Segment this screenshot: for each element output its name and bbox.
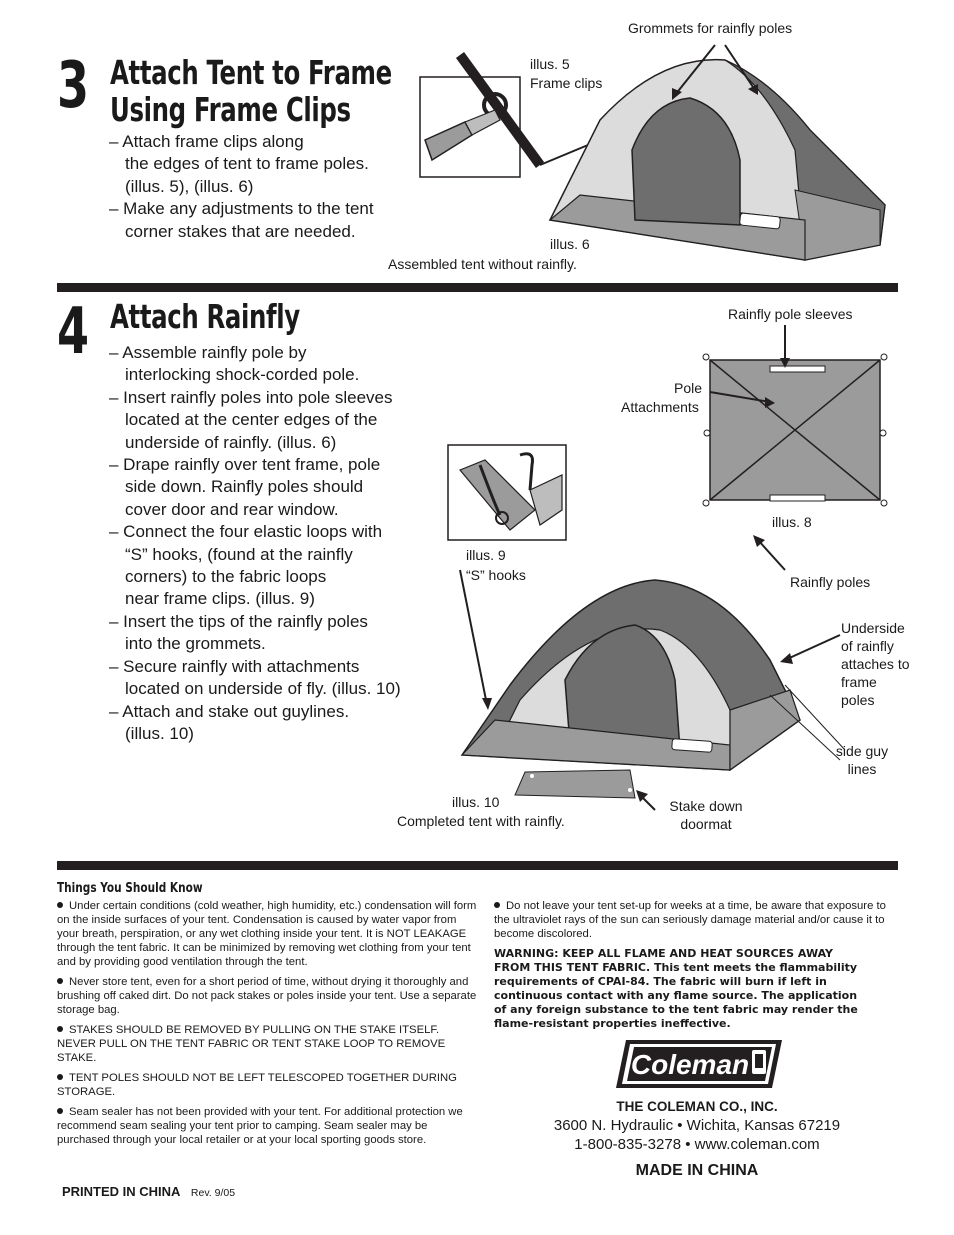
tip-text: Never store tent, even for a short period of time, without drying it thoroughly and brushing off caked dirt. Do not pack stakes or poles inside your tent. Use a separate storage bag. — [57, 976, 477, 1016]
caption-assembled-tent: Assembled tent without rainfly. — [388, 256, 577, 272]
step-number-4: 4 — [57, 295, 88, 369]
tip-paragraph — [57, 1023, 478, 1065]
bullet-icon — [57, 902, 63, 908]
tip-paragraph — [57, 975, 478, 1017]
label-s-hooks: “S” hooks — [466, 567, 526, 583]
label-underside-line: attaches to — [841, 656, 910, 672]
bullet-icon — [57, 1026, 63, 1032]
bullet-icon — [57, 978, 63, 984]
label-stake-line: Stake down — [669, 798, 743, 814]
step3-instructions — [109, 131, 419, 243]
label-illus10: illus. 10 — [452, 794, 500, 810]
label-side-guy-lines — [831, 742, 893, 778]
step4-item: – Attach and stake out guylines. — [109, 701, 350, 721]
bullet-icon — [57, 1074, 63, 1080]
things-to-know-title: Things You Should Know — [57, 880, 203, 896]
things-to-know-right — [494, 899, 894, 947]
step4-item-cont: interlocking shock-corded pole. — [125, 365, 360, 385]
step4-item-cont: located on underside of fly. (illus. 10) — [125, 679, 401, 699]
coleman-logo-text: Coleman — [630, 1049, 750, 1080]
step3-title-line2: Using Frame Clips — [110, 90, 351, 129]
step4-item-cont: corners) to the fabric loops — [125, 567, 327, 587]
step4-item: – Insert rainfly poles into pole sleeves — [109, 387, 393, 407]
label-pole-sleeves: Rainfly pole sleeves — [728, 306, 853, 322]
things-to-know-left — [57, 899, 478, 1153]
step3-item-cont: the edges of tent to frame poles. — [125, 154, 369, 174]
step3-item-cont: corner stakes that are needed. — [125, 221, 356, 241]
step4-item-cont: (illus. 10) — [125, 723, 194, 743]
tip-text: Do not leave your tent set-up for weeks at a time, be aware that exposure to the ultraviolet rays of the sun can seriously damage material and/or cause it to become discolored. — [494, 900, 886, 940]
company-contact: 1-800-835-3278 • www.coleman.com — [574, 1136, 820, 1153]
company-address: 3600 N. Hydraulic • Wichita, Kansas 67219 — [553, 1117, 841, 1134]
section-divider — [57, 283, 898, 292]
step4-item: – Secure rainfly with attachments — [109, 656, 360, 676]
step4-item-cont: near frame clips. (illus. 9) — [125, 589, 315, 609]
step-number-3: 3 — [57, 49, 88, 123]
step3-title-line1: Attach Tent to Frame — [110, 53, 392, 92]
label-underside-line: of rainfly — [841, 638, 894, 654]
step4-title: Attach Rainfly — [110, 297, 300, 336]
step4-item-cont: cover door and rear window. — [125, 499, 339, 519]
step4-item: – Drape rainfly over tent frame, pole — [109, 455, 381, 475]
label-underside-line: poles — [841, 692, 875, 708]
bullet-icon — [57, 1108, 63, 1114]
step4-item-cont: located at the center edges of the — [125, 410, 378, 430]
step4-item-cont: underside of rainfly. (illus. 6) — [125, 432, 337, 452]
step3-item: – Make any adjustments to the tent — [109, 199, 374, 219]
label-underside — [841, 619, 910, 709]
tip-paragraph — [57, 1105, 478, 1147]
made-in-china: MADE IN CHINA — [635, 1162, 759, 1179]
printed-in-china: PRINTED IN CHINA — [62, 1184, 181, 1199]
tip-text: Under certain conditions (cold weather, high humidity, etc.) condensation will form on the inside surfaces of your tent. Condensation is caused by water vapor from your breath, perspiration, or any wet clothing inside your tent. It is NOT LEAKAGE through the tent fabric. It can be minimized by removing wet clothing from your tent and by providing good ventilation through the tent. — [57, 900, 477, 968]
tip-text: Seam sealer has not been provided with your tent. For additional protection we recommend seam sealing your tent prior to camping. Seam sealer may be purchased through your local retailer or at your local sporting goods store. — [57, 1106, 463, 1146]
label-illus6: illus. 6 — [550, 236, 590, 252]
label-underside-line: Underside — [841, 620, 905, 636]
label-illus9: illus. 9 — [466, 547, 506, 563]
coleman-logo — [612, 1036, 786, 1092]
flame-warning: WARNING: KEEP ALL FLAME AND HEAT SOURCES AWAY FROM THIS TENT FABRIC. This tent meets the flammability requirements of CPAI-84. The fabric will burn if left in continuous contact with any flame source. The application of any foreign substance to the tent fabric may render the flame-resistant properties ineffective. — [494, 947, 858, 1030]
label-rainfly-poles: Rainfly poles — [790, 574, 871, 590]
tent-frame-illustration — [410, 40, 900, 275]
step4-instructions — [109, 342, 439, 745]
step3-title — [110, 54, 392, 128]
step4-item-cont: “S” hooks, (found at the rainfly — [125, 544, 353, 564]
label-pole: Pole — [674, 380, 703, 396]
tip-text: TENT POLES SHOULD NOT BE LEFT TELESCOPED TOGETHER DURING STORAGE. — [57, 1072, 457, 1098]
caption-completed-tent: Completed tent with rainfly. — [397, 813, 565, 829]
company-name: THE COLEMAN CO., INC. — [616, 1099, 778, 1114]
label-attachments: Attachments — [621, 399, 699, 415]
label-side-guy-line: side guy — [835, 743, 889, 759]
step3-item-cont: (illus. 5), (illus. 6) — [125, 176, 254, 196]
step4-item-cont: side down. Rainfly poles should — [125, 477, 364, 497]
tip-text: STAKES SHOULD BE REMOVED BY PULLING ON THE STAKE ITSELF. NEVER PULL ON THE TENT FABRIC OR TENT STAKE LOOP TO REMOVE STAKE. — [57, 1024, 446, 1064]
section-divider — [57, 861, 898, 870]
revision-date: Rev. 9/05 — [190, 1187, 236, 1199]
tip-paragraph — [57, 1071, 478, 1099]
bullet-icon — [494, 902, 500, 908]
step4-item-cont: into the grommets. — [125, 634, 266, 654]
label-stake-doormat — [665, 797, 747, 833]
doormat — [515, 770, 635, 798]
label-grommets: Grommets for rainfly poles — [628, 20, 793, 36]
step4-item: – Connect the four elastic loops with — [109, 522, 383, 542]
label-illus5: illus. 5 — [530, 56, 570, 72]
step3-item: – Attach frame clips along — [109, 132, 304, 151]
label-side-guy-line: lines — [847, 761, 877, 777]
label-stake-line: doormat — [680, 816, 732, 832]
tip-paragraph — [494, 899, 894, 941]
printed-footer — [62, 1183, 235, 1201]
label-illus8: illus. 8 — [772, 514, 812, 530]
step4-item: – Insert the tips of the rainfly poles — [109, 611, 368, 631]
tip-paragraph — [57, 899, 478, 969]
step4-item: – Assemble rainfly pole by — [109, 343, 307, 362]
label-frame-clips: Frame clips — [530, 75, 603, 91]
label-underside-line: frame — [841, 674, 877, 690]
